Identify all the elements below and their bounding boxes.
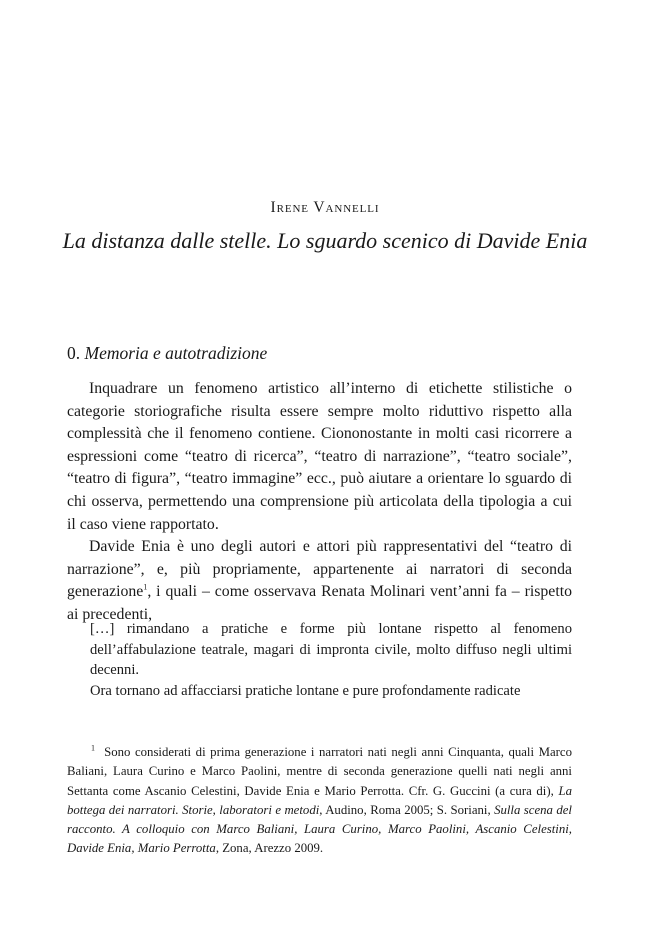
paragraph-1: Inquadrare un fenomeno artistico all’interno di etichette stilistiche o categorie storiografiche risulta essere sempre molto riduttivo rispetto alla complessità che il fenomeno contiene. Ciononostante in molti casi ricorrere a espressioni come “teatro di ricerca”, “teatro di narrazione”, “teatro sociale”, “teatro di figura”, “teatro immagine” ecc., può aiutare a orientare lo sguardo di chi osserva, permettendo una comprensione più articolata della tipologia a cui il caso viene rapportato. — [67, 380, 572, 533]
footnote-text-3: , Zona, Arezzo 2009. — [215, 841, 324, 856]
footnote-reference: 1 — [143, 583, 148, 593]
footnote-text-2: , Audino, Roma 2005; S. Soriani, — [319, 802, 495, 817]
footnote-title-1: La bottega dei narratori. Storie, laboratori e metodi — [67, 783, 572, 817]
section-heading — [67, 343, 267, 364]
body-text — [67, 378, 572, 627]
paragraph-2-text: Davide Enia è uno degli autori e attori più rappresentativi del “teatro di narrazione”, e, più propriamente, appartenente ai narratori di seconda generazione — [67, 538, 572, 601]
footnote — [67, 743, 572, 859]
article-title: La distanza dalle stelle. Lo sguardo scenico di Davide Enia — [62, 228, 588, 253]
block-quote — [90, 619, 572, 701]
footnote-text-1: Sono considerati di prima generazione i narratori nati negli anni Cinquanta, quali Marco Baliani, Laura Curino e Marco Paolini, mentre di seconda generazione quelli nati negli anni Settanta come Ascanio Celestini, Davide Enia e Mario Perrotta. Cfr. G. Guccini (a cura di), — [67, 745, 572, 798]
footnote-title-2: Sulla scena del racconto. A colloquio con Marco Baliani, Laura Curino, Marco Paolini, Ascanio Celestini, Davide Enia, Mario Perrotta — [67, 802, 572, 856]
quote-line-2: Ora tornano ad affacciarsi pratiche lontane e pure profondamente radicate — [90, 682, 521, 699]
paragraph-2 — [67, 536, 572, 626]
paragraph-2-text-cont: , i quali – come osservava Renata Molinari vent’anni fa – rispetto ai precedenti, — [67, 583, 572, 623]
section-title: Memoria e autotradizione — [84, 343, 268, 363]
author-name: Irene Vannelli — [270, 199, 380, 216]
footnote-number: 1 — [91, 743, 95, 753]
quote-line-1: […] rimandano a pratiche e forme più lontane rispetto al fenomeno dell’affabulazione teatrale, magari di impronta civile, molto diffuso negli ultimi decenni. — [90, 621, 572, 678]
section-number: 0. — [67, 343, 81, 363]
